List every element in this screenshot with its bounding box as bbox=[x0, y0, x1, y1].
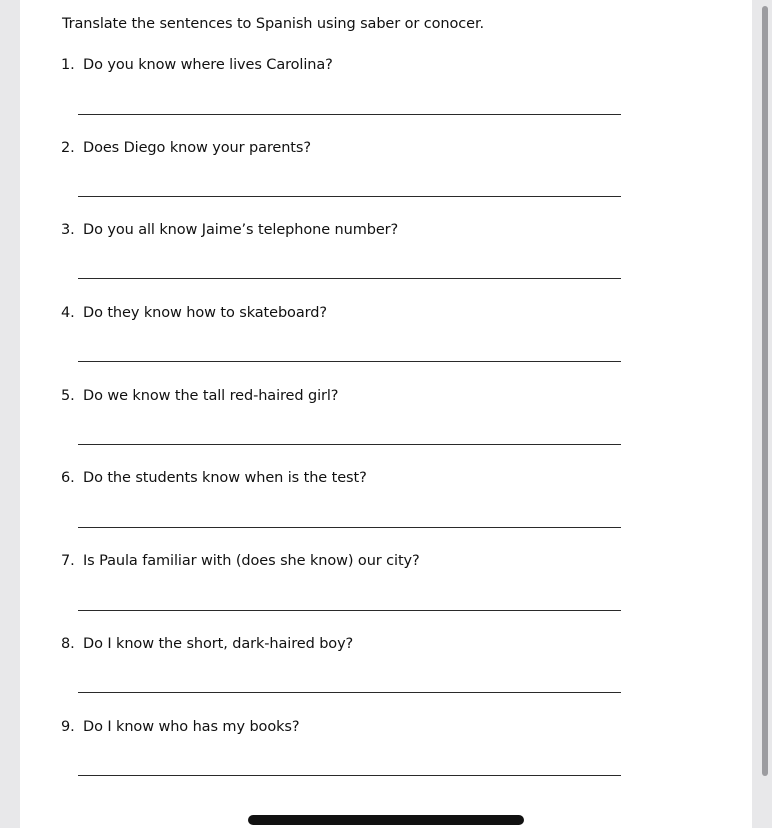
question-text: Do you all know Jaime’s telephone number? bbox=[83, 222, 399, 238]
question-number: 2. bbox=[61, 140, 75, 156]
answer-line-7[interactable] bbox=[78, 610, 621, 611]
question-text: Do the students know when is the test? bbox=[83, 470, 367, 486]
answer-line-1[interactable] bbox=[78, 114, 621, 115]
question-text: Do you know where lives Carolina? bbox=[83, 57, 333, 73]
question-text: Do I know who has my books? bbox=[83, 719, 300, 735]
question-8 bbox=[61, 636, 353, 652]
answer-line-5[interactable] bbox=[78, 444, 621, 445]
question-number: 8. bbox=[61, 636, 75, 652]
question-text: Is Paula familiar with (does she know) our city? bbox=[83, 553, 420, 569]
question-2 bbox=[61, 140, 311, 156]
question-text: Do I know the short, dark-haired boy? bbox=[83, 636, 354, 652]
answer-line-9[interactable] bbox=[78, 775, 621, 776]
question-1 bbox=[61, 57, 333, 73]
instruction-text: Translate the sentences to Spanish using saber or conocer. bbox=[62, 16, 484, 32]
question-text: Do they know how to skateboard? bbox=[83, 305, 327, 321]
question-number: 3. bbox=[61, 222, 75, 238]
answer-line-4[interactable] bbox=[78, 361, 621, 362]
question-number: 9. bbox=[61, 719, 75, 735]
question-number: 7. bbox=[61, 553, 75, 569]
question-4 bbox=[61, 305, 327, 321]
question-number: 6. bbox=[61, 470, 75, 486]
question-3 bbox=[61, 222, 398, 238]
vertical-scrollbar[interactable] bbox=[762, 6, 768, 776]
question-text: Does Diego know your parents? bbox=[83, 140, 311, 156]
answer-line-2[interactable] bbox=[78, 196, 621, 197]
question-number: 4. bbox=[61, 305, 75, 321]
question-6 bbox=[61, 470, 367, 486]
answer-line-6[interactable] bbox=[78, 527, 621, 528]
question-7 bbox=[61, 553, 420, 569]
question-9 bbox=[61, 719, 299, 735]
answer-line-8[interactable] bbox=[78, 692, 621, 693]
question-text: Do we know the tall red-haired girl? bbox=[83, 388, 339, 404]
worksheet-page bbox=[20, 0, 752, 828]
question-number: 5. bbox=[61, 388, 75, 404]
question-number: 1. bbox=[61, 57, 75, 73]
question-5 bbox=[61, 388, 338, 404]
home-indicator-bar[interactable] bbox=[248, 815, 524, 825]
answer-line-3[interactable] bbox=[78, 278, 621, 279]
